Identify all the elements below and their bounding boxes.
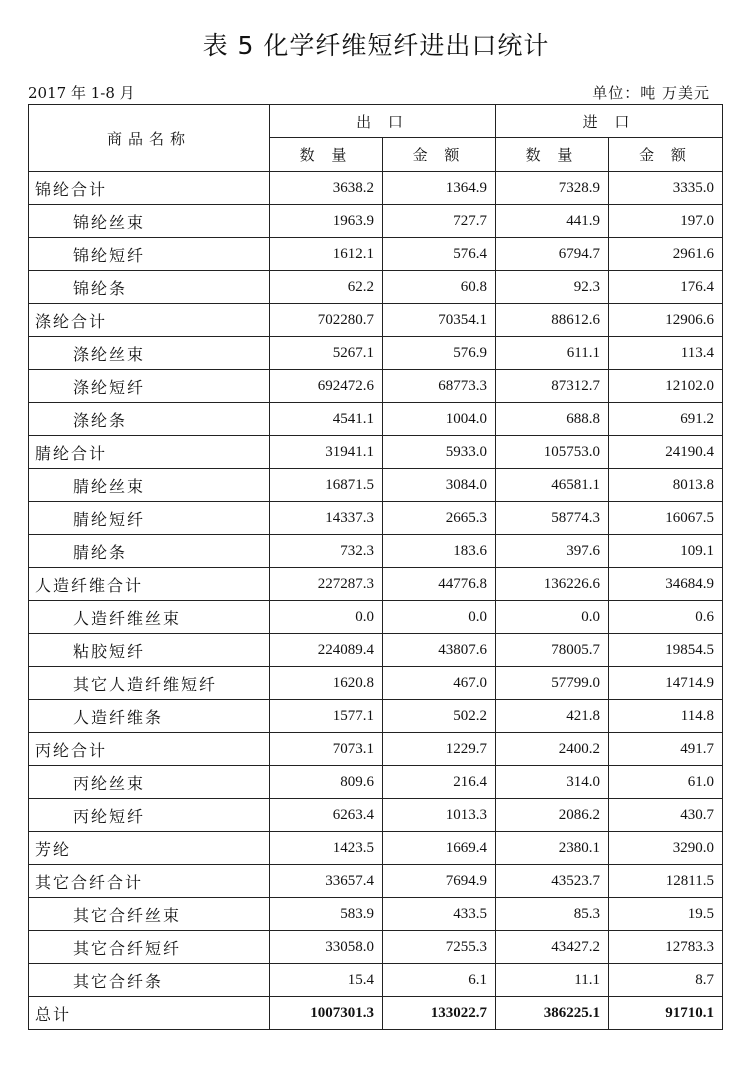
trade-statistics-table: [28, 104, 723, 1030]
product-name-cell: 丙纶短纤: [29, 799, 270, 832]
export-qty-cell: 1963.9: [270, 205, 383, 238]
export-amount-cell: 576.9: [383, 337, 496, 370]
table-row: [29, 964, 723, 997]
export-qty-cell: 15.4: [270, 964, 383, 997]
import-qty-cell: 11.1: [496, 964, 609, 997]
import-amount-cell: 2961.6: [609, 238, 723, 271]
import-amount-cell: 109.1: [609, 535, 723, 568]
table-row: [29, 601, 723, 634]
export-amount-cell: 0.0: [383, 601, 496, 634]
product-name-cell: 涤纶条: [29, 403, 270, 436]
export-qty-cell: 3638.2: [270, 172, 383, 205]
import-amount-cell: 19854.5: [609, 634, 723, 667]
export-qty-cell: 31941.1: [270, 436, 383, 469]
export-amount-cell: 43807.6: [383, 634, 496, 667]
import-qty-cell: 2380.1: [496, 832, 609, 865]
export-amount-cell: 44776.8: [383, 568, 496, 601]
product-name-cell: 粘胶短纤: [29, 634, 270, 667]
export-amount-cell: 5933.0: [383, 436, 496, 469]
export-qty-cell: 732.3: [270, 535, 383, 568]
table-row: [29, 205, 723, 238]
import-qty-cell: 6794.7: [496, 238, 609, 271]
export-amount-cell: 433.5: [383, 898, 496, 931]
import-amount-cell: 491.7: [609, 733, 723, 766]
export-amount-cell: 502.2: [383, 700, 496, 733]
export-qty-cell: 702280.7: [270, 304, 383, 337]
table-row: [29, 634, 723, 667]
table-row: [29, 667, 723, 700]
import-amount-cell: 14714.9: [609, 667, 723, 700]
export-amount-cell: 216.4: [383, 766, 496, 799]
export-amount-cell: 727.7: [383, 205, 496, 238]
import-amount-cell: 3290.0: [609, 832, 723, 865]
table-row: [29, 568, 723, 601]
table-row: [29, 535, 723, 568]
export-qty-cell: 692472.6: [270, 370, 383, 403]
product-name-cell: 腈纶短纤: [29, 502, 270, 535]
export-amount-cell: 133022.7: [383, 997, 496, 1030]
import-amount-cell: 113.4: [609, 337, 723, 370]
export-qty-cell: 5267.1: [270, 337, 383, 370]
table-row: [29, 337, 723, 370]
export-qty-cell: 224089.4: [270, 634, 383, 667]
export-qty-cell: 227287.3: [270, 568, 383, 601]
product-name-cell: 其它人造纤维短纤: [29, 667, 270, 700]
table-row: [29, 436, 723, 469]
import-amount-cell: 8013.8: [609, 469, 723, 502]
import-qty-cell: 397.6: [496, 535, 609, 568]
header-import-amount: 金 额: [609, 138, 723, 172]
import-qty-cell: 386225.1: [496, 997, 609, 1030]
header-import-qty: 数 量: [496, 138, 609, 172]
product-name-cell: 其它合纤合计: [29, 865, 270, 898]
import-qty-cell: 136226.6: [496, 568, 609, 601]
import-qty-cell: 2086.2: [496, 799, 609, 832]
import-amount-cell: 3335.0: [609, 172, 723, 205]
period-label: 2017 年 1-8 月: [28, 84, 135, 102]
export-qty-cell: 14337.3: [270, 502, 383, 535]
export-amount-cell: 2665.3: [383, 502, 496, 535]
table-row: [29, 832, 723, 865]
export-amount-cell: 576.4: [383, 238, 496, 271]
export-qty-cell: 1577.1: [270, 700, 383, 733]
export-amount-cell: 183.6: [383, 535, 496, 568]
import-qty-cell: 421.8: [496, 700, 609, 733]
import-amount-cell: 691.2: [609, 403, 723, 436]
table-row: [29, 271, 723, 304]
import-qty-cell: 7328.9: [496, 172, 609, 205]
export-qty-cell: 809.6: [270, 766, 383, 799]
export-qty-cell: 4541.1: [270, 403, 383, 436]
export-amount-cell: 70354.1: [383, 304, 496, 337]
import-amount-cell: 197.0: [609, 205, 723, 238]
page-title: 表 5 化学纤维短纤进出口统计: [202, 31, 550, 60]
import-amount-cell: 19.5: [609, 898, 723, 931]
export-amount-cell: 1669.4: [383, 832, 496, 865]
import-qty-cell: 0.0: [496, 601, 609, 634]
import-amount-cell: 61.0: [609, 766, 723, 799]
import-qty-cell: 85.3: [496, 898, 609, 931]
export-amount-cell: 60.8: [383, 271, 496, 304]
product-name-cell: 锦纶条: [29, 271, 270, 304]
export-qty-cell: 16871.5: [270, 469, 383, 502]
table-row: [29, 502, 723, 535]
export-amount-cell: 1229.7: [383, 733, 496, 766]
table-row: [29, 370, 723, 403]
table-row: [29, 766, 723, 799]
product-name-cell: 腈纶合计: [29, 436, 270, 469]
import-amount-cell: 114.8: [609, 700, 723, 733]
product-name-cell: 涤纶合计: [29, 304, 270, 337]
export-amount-cell: 1364.9: [383, 172, 496, 205]
product-name-cell: 腈纶条: [29, 535, 270, 568]
export-qty-cell: 583.9: [270, 898, 383, 931]
import-qty-cell: 314.0: [496, 766, 609, 799]
import-qty-cell: 57799.0: [496, 667, 609, 700]
import-qty-cell: 105753.0: [496, 436, 609, 469]
export-qty-cell: 1007301.3: [270, 997, 383, 1030]
import-qty-cell: 2400.2: [496, 733, 609, 766]
export-qty-cell: 33058.0: [270, 931, 383, 964]
import-qty-cell: 92.3: [496, 271, 609, 304]
product-name-cell: 涤纶丝束: [29, 337, 270, 370]
export-qty-cell: 33657.4: [270, 865, 383, 898]
table-header: [29, 105, 723, 172]
import-qty-cell: 78005.7: [496, 634, 609, 667]
export-qty-cell: 1423.5: [270, 832, 383, 865]
export-amount-cell: 1004.0: [383, 403, 496, 436]
table-row: [29, 931, 723, 964]
header-import: 进 口: [496, 105, 723, 138]
table-row: [29, 799, 723, 832]
product-name-cell: 锦纶合计: [29, 172, 270, 205]
product-name-cell: 其它合纤短纤: [29, 931, 270, 964]
product-name-cell: 总计: [29, 997, 270, 1030]
import-qty-cell: 88612.6: [496, 304, 609, 337]
export-amount-cell: 68773.3: [383, 370, 496, 403]
header-product-name: 商品名称: [29, 105, 270, 172]
import-qty-cell: 688.8: [496, 403, 609, 436]
export-qty-cell: 1620.8: [270, 667, 383, 700]
import-amount-cell: 0.6: [609, 601, 723, 634]
table-row: [29, 700, 723, 733]
import-amount-cell: 91710.1: [609, 997, 723, 1030]
table-row: [29, 997, 723, 1030]
product-name-cell: 涤纶短纤: [29, 370, 270, 403]
unit-label: 单位：吨 万美元: [592, 84, 710, 102]
product-name-cell: 丙纶合计: [29, 733, 270, 766]
import-amount-cell: 12811.5: [609, 865, 723, 898]
product-name-cell: 腈纶丝束: [29, 469, 270, 502]
import-qty-cell: 87312.7: [496, 370, 609, 403]
import-amount-cell: 24190.4: [609, 436, 723, 469]
import-amount-cell: 12783.3: [609, 931, 723, 964]
table-row: [29, 403, 723, 436]
export-amount-cell: 1013.3: [383, 799, 496, 832]
product-name-cell: 丙纶丝束: [29, 766, 270, 799]
export-qty-cell: 6263.4: [270, 799, 383, 832]
import-qty-cell: 611.1: [496, 337, 609, 370]
import-qty-cell: 43427.2: [496, 931, 609, 964]
export-amount-cell: 3084.0: [383, 469, 496, 502]
product-name-cell: 人造纤维丝束: [29, 601, 270, 634]
product-name-cell: 锦纶丝束: [29, 205, 270, 238]
export-qty-cell: 62.2: [270, 271, 383, 304]
export-amount-cell: 6.1: [383, 964, 496, 997]
import-amount-cell: 176.4: [609, 271, 723, 304]
table-row: [29, 304, 723, 337]
export-qty-cell: 7073.1: [270, 733, 383, 766]
product-name-cell: 其它合纤条: [29, 964, 270, 997]
import-amount-cell: 34684.9: [609, 568, 723, 601]
import-amount-cell: 12906.6: [609, 304, 723, 337]
import-amount-cell: 12102.0: [609, 370, 723, 403]
product-name-cell: 人造纤维条: [29, 700, 270, 733]
import-qty-cell: 46581.1: [496, 469, 609, 502]
product-name-cell: 锦纶短纤: [29, 238, 270, 271]
export-qty-cell: 1612.1: [270, 238, 383, 271]
header-export-qty: 数 量: [270, 138, 383, 172]
import-amount-cell: 8.7: [609, 964, 723, 997]
product-name-cell: 芳纶: [29, 832, 270, 865]
header-export: 出 口: [270, 105, 496, 138]
import-amount-cell: 430.7: [609, 799, 723, 832]
table-row: [29, 733, 723, 766]
import-qty-cell: 43523.7: [496, 865, 609, 898]
header-export-amount: 金 额: [383, 138, 496, 172]
import-qty-cell: 441.9: [496, 205, 609, 238]
product-name-cell: 人造纤维合计: [29, 568, 270, 601]
product-name-cell: 其它合纤丝束: [29, 898, 270, 931]
export-amount-cell: 7255.3: [383, 931, 496, 964]
table-row: [29, 238, 723, 271]
import-amount-cell: 16067.5: [609, 502, 723, 535]
export-qty-cell: 0.0: [270, 601, 383, 634]
export-amount-cell: 467.0: [383, 667, 496, 700]
table-row: [29, 865, 723, 898]
import-qty-cell: 58774.3: [496, 502, 609, 535]
table-row: [29, 469, 723, 502]
table-row: [29, 172, 723, 205]
export-amount-cell: 7694.9: [383, 865, 496, 898]
table-row: [29, 898, 723, 931]
table-body: [29, 172, 723, 1030]
